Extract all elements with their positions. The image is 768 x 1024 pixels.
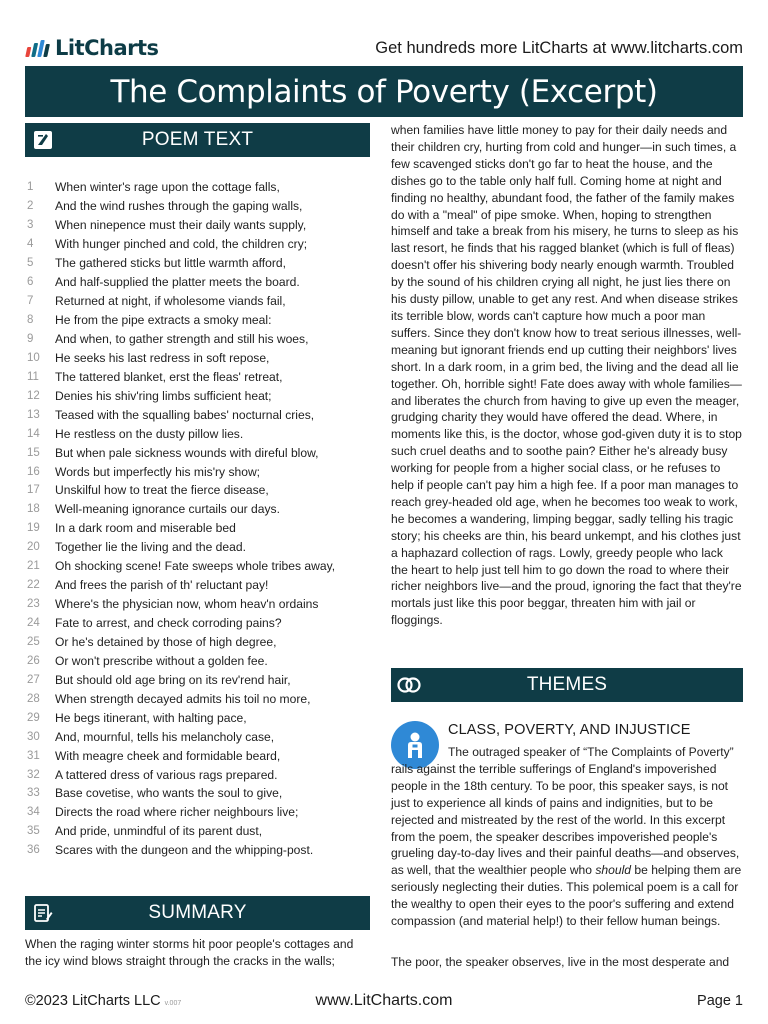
- line-text: With hunger pinched and cold, the children cry;: [55, 237, 308, 252]
- version-text: v.007: [164, 1000, 182, 1007]
- summary-header: [25, 896, 370, 930]
- poem-line: [25, 651, 370, 670]
- line-text: Together lie the living and the dead.: [55, 540, 246, 555]
- line-number: 31: [27, 749, 40, 762]
- poem-line: [25, 254, 370, 273]
- poem-line: [25, 765, 370, 784]
- line-number: 10: [27, 351, 40, 364]
- poem-line: [25, 746, 370, 765]
- poem-line: [25, 197, 370, 216]
- logo-text: LitCharts: [55, 36, 159, 60]
- line-text: Words but imperfectly his mis'ry show;: [55, 464, 261, 479]
- poem-line: [25, 405, 370, 424]
- themes-header: [391, 668, 743, 702]
- page-number: Page 1: [697, 993, 743, 1009]
- line-number: 12: [27, 389, 40, 402]
- poem-line: [25, 633, 370, 652]
- poem-line: [25, 595, 370, 614]
- poem-line: [25, 481, 370, 500]
- poem-line: [25, 614, 370, 633]
- line-number: 35: [27, 825, 40, 838]
- line-text: The gathered sticks but little warmth afford,: [55, 256, 287, 271]
- poem-lines: [25, 178, 370, 860]
- two-rings-icon: [391, 676, 427, 694]
- poem-line: [25, 462, 370, 481]
- litcharts-logo[interactable]: [27, 36, 159, 60]
- line-text: Where's the physician now, whom heav'n ordains: [55, 597, 319, 612]
- summary-text-left: When the raging winter storms hit poor people's cottages and the icy wind blows straight through the cracks in the walls;: [25, 937, 354, 969]
- theme-title: CLASS, POVERTY, AND INJUSTICE: [448, 722, 691, 738]
- line-text: Oh shocking scene! Fate sweeps whole tribes away,: [55, 559, 336, 574]
- line-number: 4: [27, 238, 34, 251]
- poem-line: [25, 367, 370, 386]
- line-number: 14: [27, 427, 40, 440]
- line-text: He from the pipe extracts a smoky meal:: [55, 313, 272, 328]
- line-text: The tattered blanket, erst the fleas' retreat,: [55, 369, 283, 384]
- poem-line: [25, 216, 370, 235]
- poem-line: [25, 841, 370, 860]
- line-number: 6: [27, 276, 34, 289]
- line-text: Denies his shiv'ring limbs sufficient heat;: [55, 388, 272, 403]
- line-number: 11: [27, 370, 39, 383]
- line-number: 25: [27, 635, 40, 648]
- promo-link[interactable]: Get hundreds more LitCharts at www.litcharts.com: [375, 38, 743, 57]
- line-text: But when pale sickness wounds with direful blow,: [55, 445, 319, 460]
- line-text: And pride, unmindful of its parent dust,: [55, 824, 263, 839]
- line-number: 16: [27, 465, 40, 478]
- line-number: 17: [27, 484, 40, 497]
- poem-line: [25, 784, 370, 803]
- line-text: Well-meaning ignorance curtails our days.: [55, 502, 280, 517]
- line-text: Fate to arrest, and check corroding pains?: [55, 616, 282, 631]
- logo-bars-icon: [25, 40, 51, 57]
- line-text: But should old age bring on its rev'rend hair,: [55, 672, 291, 687]
- line-number: 9: [27, 332, 34, 345]
- line-text: When strength decayed admits his toil no more,: [55, 691, 311, 706]
- line-number: 34: [27, 806, 40, 819]
- summary-heading: SUMMARY: [148, 902, 247, 923]
- footer-site-link[interactable]: www.LitCharts.com: [315, 992, 453, 1009]
- line-text: And, mournful, tells his melancholy case,: [55, 729, 275, 744]
- line-number: 15: [27, 446, 40, 459]
- line-text: And the wind rushes through the gaping walls,: [55, 199, 303, 214]
- line-number: 19: [27, 522, 40, 535]
- line-text: He restless on the dusty pillow lies.: [55, 426, 244, 441]
- top-header: [27, 34, 743, 62]
- poem-text-heading: POEM TEXT: [141, 129, 254, 150]
- poem-line: [25, 273, 370, 292]
- line-number: 3: [27, 219, 34, 232]
- line-text: When winter's rage upon the cottage falls,: [55, 180, 280, 195]
- line-number: 23: [27, 598, 40, 611]
- poem-line: [25, 822, 370, 841]
- poem-line: [25, 500, 370, 519]
- line-text: A tattered dress of various rags prepared.: [55, 767, 278, 782]
- line-number: 20: [27, 541, 40, 554]
- line-number: 28: [27, 692, 40, 705]
- poem-line: [25, 443, 370, 462]
- line-number: 32: [27, 768, 40, 781]
- line-text: And when, to gather strength and still his woes,: [55, 331, 309, 346]
- line-text: Or won't prescribe without a golden fee.: [55, 653, 268, 668]
- poem-line: [25, 424, 370, 443]
- line-text: Scares with the dungeon and the whipping-post.: [55, 843, 314, 858]
- line-number: 18: [27, 503, 40, 516]
- line-number: 33: [27, 787, 40, 800]
- line-text: With meagre cheek and formidable beard,: [55, 748, 281, 763]
- poem-line: [25, 311, 370, 330]
- line-text: He begs itinerant, with halting pace,: [55, 710, 247, 725]
- line-text: Or he's detained by those of high degree,: [55, 634, 277, 649]
- line-number: 1: [27, 181, 34, 194]
- page-title: The Complaints of Poverty (Excerpt): [110, 73, 658, 110]
- theme-body-part1: The outraged speaker of “The Complaints of Poverty” rails against the terrible sufferings of England's impoverished people in the 18th century. To be poor, this speaker says, is not just to experience all kinds of pains and indignities, but to be rejected and mistreated by the rest of the world. In this excerpt from the poem, the speaker describes impoverished people's grueling day-to-day lives and their painful deaths—and observes, as well, that the wealthier people who: [391, 745, 740, 878]
- line-number: 5: [27, 257, 34, 270]
- poem-line: [25, 330, 370, 349]
- themes-heading: THEMES: [526, 674, 608, 695]
- title-bar: [25, 66, 743, 117]
- line-number: 29: [27, 711, 40, 724]
- line-number: 21: [27, 560, 40, 573]
- line-text: And frees the parish of th' reluctant pay!: [55, 578, 269, 593]
- theme-body-part2: be helping them are seriously neglecting their duties. This polemical poem is a call for the wealthy to open their eyes to the poor's suffering and extend compassion (and material help!) to their fellow human beings.: [391, 863, 742, 929]
- line-number: 13: [27, 408, 40, 421]
- line-number: 22: [27, 579, 40, 592]
- poem-line: [25, 519, 370, 538]
- copyright-text: ©2023 LitCharts LLC: [25, 993, 161, 1009]
- line-number: 27: [27, 673, 40, 686]
- line-number: 26: [27, 654, 40, 667]
- document-icon: [25, 129, 61, 151]
- poem-line: [25, 292, 370, 311]
- line-text: Base covetise, who wants the soul to give,: [55, 786, 283, 801]
- notepad-pencil-icon: [25, 902, 61, 924]
- line-text: When ninepence must their daily wants supply,: [55, 218, 307, 233]
- theme-body: [391, 744, 743, 930]
- line-text: Directs the road where richer neighbours live;: [55, 805, 299, 820]
- line-number: 30: [27, 730, 40, 743]
- poem-line: [25, 689, 370, 708]
- theme-body-continued: The poor, the speaker observes, live in the most desperate and: [391, 955, 730, 969]
- line-text: He seeks his last redress in soft repose,: [55, 350, 270, 365]
- line-number: 7: [27, 295, 34, 308]
- poem-line: [25, 670, 370, 689]
- line-text: And half-supplied the platter meets the board.: [55, 275, 300, 290]
- poem-line: [25, 538, 370, 557]
- footer: [25, 990, 743, 1012]
- poem-line: [25, 235, 370, 254]
- line-number: 2: [27, 200, 34, 213]
- line-text: Teased with the squalling babes' nocturnal cries,: [55, 407, 315, 422]
- poem-text-header: [25, 123, 370, 157]
- line-text: Returned at night, if wholesome viands fail,: [55, 294, 286, 309]
- footer-copyright: [25, 993, 181, 1009]
- poem-line: [25, 727, 370, 746]
- line-text: Unskilful how to treat the fierce disease,: [55, 483, 269, 498]
- poem-line: [25, 386, 370, 405]
- line-number: 8: [27, 314, 34, 327]
- poem-line: [25, 557, 370, 576]
- poem-line: [25, 348, 370, 367]
- theme-body-emphasis: should: [595, 863, 632, 878]
- line-number: 36: [27, 844, 40, 857]
- summary-text-right: when families have little money to pay for their daily needs and their children cry, hurting from cold and hunger—in such times, a few scavenged sticks don't go far to heat the house, and the dishes go to the table only half full. Coming home at night and finding no healthy, abundant food, the father of the family makes do with a "meal" of pipe smoke. When, hoping to strengthen himself and take a break from his misery, he turns to sleep as his last resort, he finds that his ragged blanket (which is full of fleas) doesn't offer his shivering body nearly enough warmth. Troubled by the sound of his children crying all night, he just lies there on his dusty pillow, unable to get any rest. And when disease strikes its terrible blow, words can't capture how much a poor man suffers. Since they don't know how to treat serious illnesses, well-meaning but ignorant friends end up cutting their neighbors' lives short. In a dark room, in a grim bed, the living and the dead all lie together. Oh, horrible sight! Fate does away with whole families—and liberates the church from having to give up even the meager, grudging charity they would have offered the dead. Where, in moments like this, is the doctor, whose god-given duty it is to stop such cruel deaths and to soothe pain? Either he's already busy working for people from a higher social class, or he refuses to help if people can't pay him a high fee. If a poor man manages to reach grey-headed old age, when he becomes too weak to work, he becomes a wandering, limping beggar, sadly telling his tragic story; his cheeks are thin, his beard unkempt, and his clothes just a haphazard collection of rags. Lowly, greedy people who lack the heart to help just tell him to go down the road to where their richer neighbors live—and the proud, ignoring the fact that they're mortals just like this poor beggar, threaten him with jail or floggings.: [391, 123, 742, 628]
- poem-line: [25, 803, 370, 822]
- poem-line: [25, 576, 370, 595]
- line-number: 24: [27, 617, 40, 630]
- poem-line: [25, 178, 370, 197]
- line-text: In a dark room and miserable bed: [55, 521, 236, 536]
- poem-line: [25, 708, 370, 727]
